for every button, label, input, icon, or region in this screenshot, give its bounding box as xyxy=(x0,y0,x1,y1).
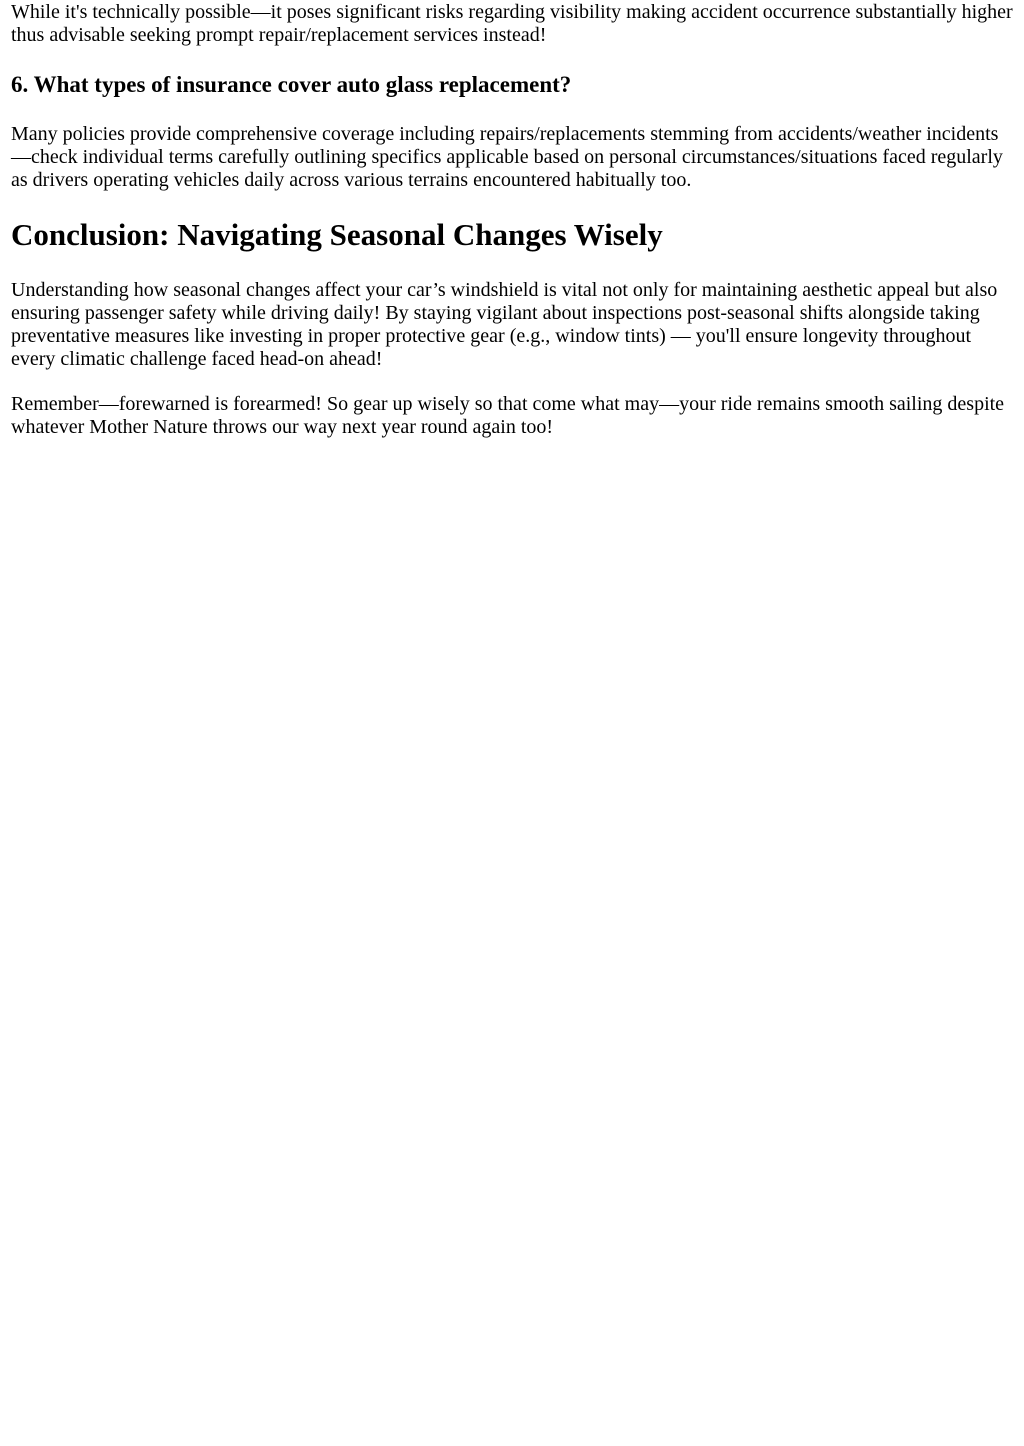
faq-answer-paragraph: Many policies provide comprehensive coverage including repairs/replacements stemming from accidents/weather incidents—check individual terms carefully outlining specifics applicable based on personal circumstances/situations faced regularly as drivers operating vehicles daily across various terrains encountered habitually too. xyxy=(11,123,1003,191)
conclusion-heading: Conclusion: Navigating Seasonal Changes Wisely xyxy=(11,217,663,252)
conclusion-paragraph-1: Understanding how seasonal changes affect your car’s windshield is vital not only for maintaining aesthetic appeal but also ensuring passenger safety while driving daily! By staying vigilant about inspections post-seasonal shifts alongside taking preventative measures like investing in proper protective gear (e.g., window tints) — you'll ensure longevity throughout every climatic challenge faced head-on ahead! xyxy=(11,279,998,370)
conclusion-paragraph-2: Remember—forewarned is forearmed! So gear up wisely so that come what may—your ride remains smooth sailing despite whatever Mother Nature throws our way next year round again too! xyxy=(11,393,1005,438)
intro-paragraph: While it's technically possible—it poses significant risks regarding visibility making accident occurrence substantially higher thus advisable seeking prompt repair/replacement services instead! xyxy=(11,1,1013,46)
faq-heading: 6. What types of insurance cover auto glass replacement? xyxy=(11,72,572,97)
